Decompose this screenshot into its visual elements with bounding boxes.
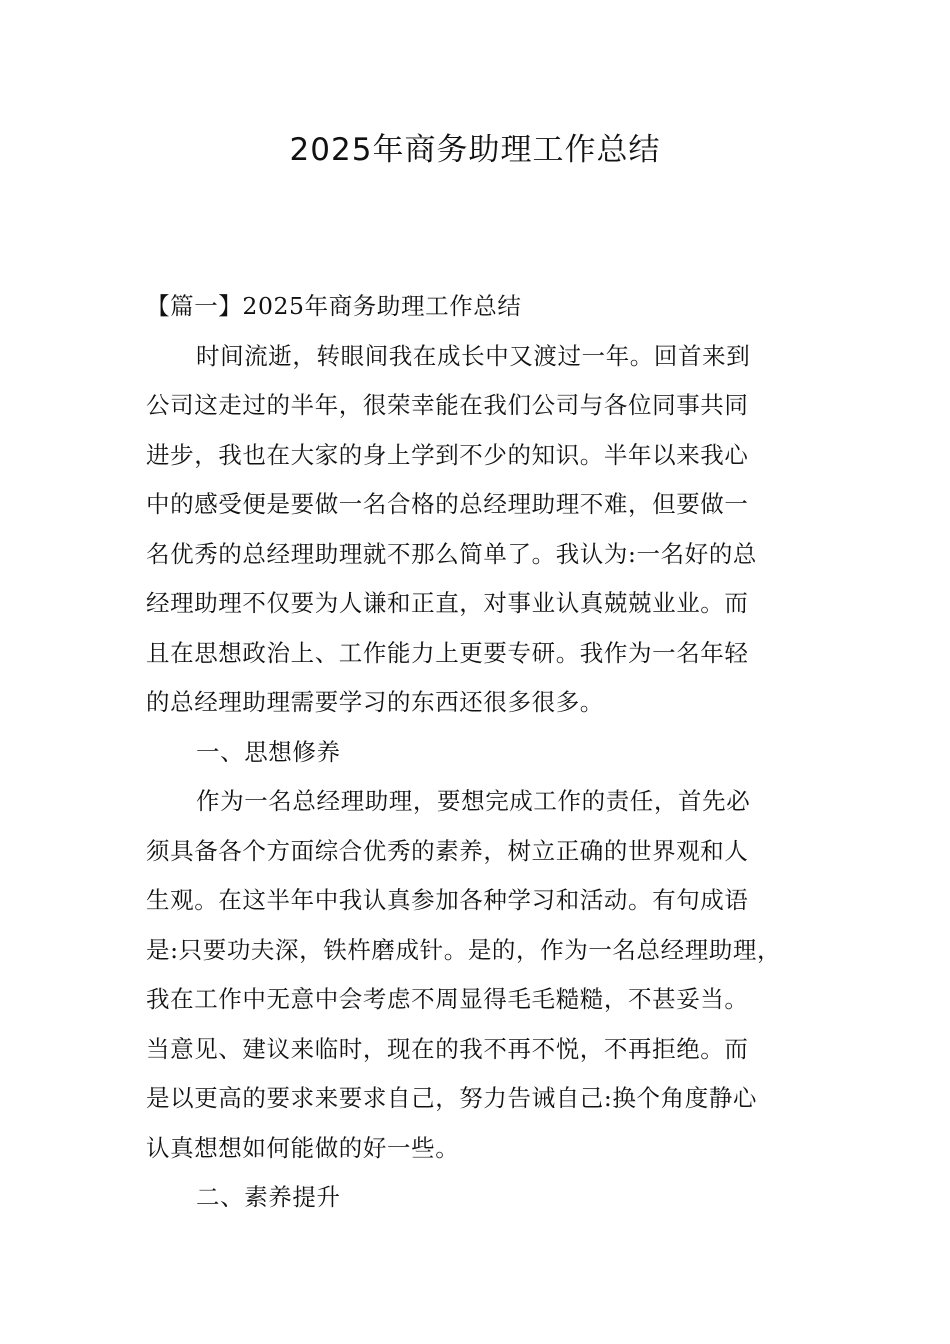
paragraph-line: 我在工作中无意中会考虑不周显得毛毛糙糙，不甚妥当。 bbox=[146, 985, 749, 1013]
paragraph-line: 经理助理不仅要为人谦和正直，对事业认真兢兢业业。而 bbox=[146, 589, 749, 617]
document-title: 2025年商务助理工作总结 bbox=[289, 132, 661, 168]
paragraph-line: 且在思想政治上、工作能力上更要专研。我作为一名年轻 bbox=[146, 638, 749, 667]
paragraph-line: 认真想想如何能做的好一些。 bbox=[146, 1133, 460, 1162]
paragraph-line: 当意见、建议来临时，现在的我不再不悦，不再拒绝。而 bbox=[146, 1034, 749, 1063]
section-heading: 一、思想修养 bbox=[196, 737, 341, 766]
paragraph-line: 生观。在这半年中我认真参加各种学习和活动。有句成语 bbox=[146, 886, 749, 914]
document-body bbox=[146, 282, 818, 1223]
section-heading: 二、素养提升 bbox=[196, 1183, 341, 1211]
section-label: 【篇一】2025年商务助理工作总结 bbox=[146, 292, 522, 320]
paragraph-line: 是以更高的要求来要求自己，努力告诫自己:换个角度静心 bbox=[146, 1084, 758, 1112]
paragraph-line: 进步，我也在大家的身上学到不少的知识。半年以来我心 bbox=[146, 440, 749, 469]
paragraph-line: 须具备各个方面综合优秀的素养，树立正确的世界观和人 bbox=[146, 836, 749, 865]
paragraph-line: 的总经理助理需要学习的东西还很多很多。 bbox=[146, 688, 604, 716]
paragraph-line: 名优秀的总经理助理就不那么简单了。我认为:一名好的总 bbox=[146, 539, 758, 568]
paragraph-line: 公司这走过的半年，很荣幸能在我们公司与各位同事共同 bbox=[146, 391, 749, 419]
paragraph-line: 中的感受便是要做一名合格的总经理助理不难，但要做一 bbox=[146, 490, 749, 518]
paragraph-line: 是:只要功夫深，铁杵磨成针。是的，作为一名总经理助理， bbox=[146, 935, 782, 964]
paragraph-line: 时间流逝，转眼间我在成长中又渡过一年。回首来到 bbox=[196, 341, 751, 370]
paragraph-line: 作为一名总经理助理，要想完成工作的责任，首先必 bbox=[196, 787, 751, 815]
